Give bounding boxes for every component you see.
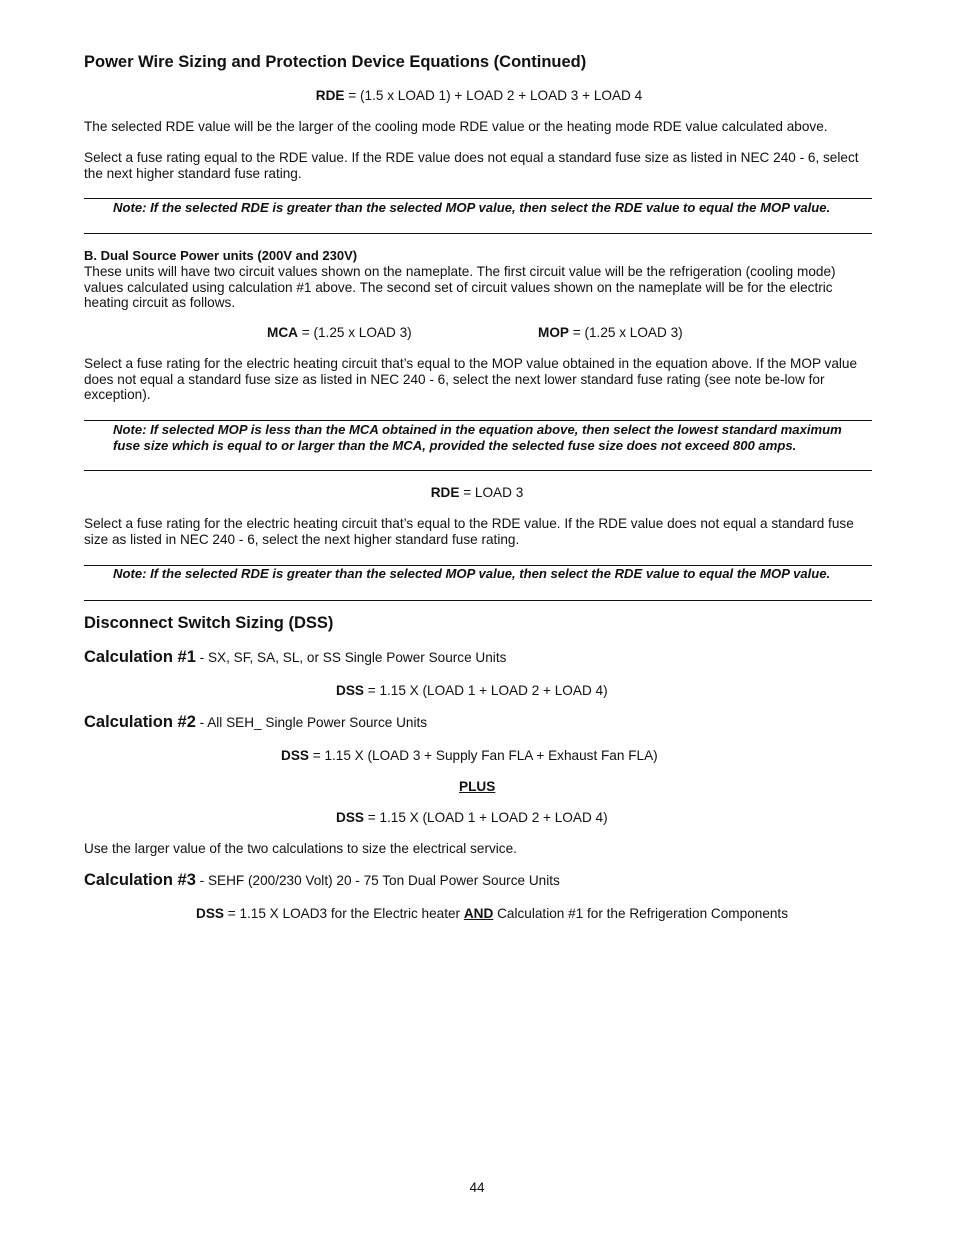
paragraph-fuse-rating-3: Select a fuse rating for the electric heating circuit that’s equal to the RDE value. If the RDE value does not equal a standard fuse size as listed in NEC 240 - 6, select the next higher standard fuse rating. [84,516,854,547]
equation-label: DSS [196,906,224,921]
equation-formula-part-b: Calculation #1 for the Refrigeration Components [493,906,789,921]
equation-formula: = 1.15 X (LOAD 1 + LOAD 2 + LOAD 4) [363,810,608,825]
paragraph-fuse-rating-1: Select a fuse rating equal to the RDE value. If the RDE value does not equal a standard fuse size as listed in NEC 240 - 6, select the next higher standard fuse rating. [84,150,859,181]
equation-label: RDE [430,485,460,500]
equation-label: DSS [336,810,364,825]
page-heading: Power Wire Sizing and Protection Device Equations (Continued) [84,53,587,71]
calculation-2-heading [84,713,427,732]
equation-label: MOP [538,325,569,340]
note-top-rule [84,198,872,199]
equation-label: RDE [315,88,345,103]
equation-dss-3 [336,810,608,825]
equation-rde-1 [0,88,954,103]
equation-formula: = 1.15 X (LOAD 1 + LOAD 2 + LOAD 4) [363,683,608,698]
equation-formula: = (1.25 x LOAD 3) [297,325,412,340]
equation-dss-2 [281,748,658,763]
equation-label: DSS [281,748,309,763]
page-number: 44 [469,1180,485,1195]
note-mop-mca: Note: If selected MOP is less than the MCA obtained in the equation above, then select the lowest standard maximum fuse size which is equal to or larger than the MCA, provided the selected fuse size does not exceed 800 amps. [113,422,842,453]
note-top-rule [84,420,872,421]
note-bottom-rule [84,233,872,234]
equation-rde-2 [0,485,954,500]
calculation-title: Calculation #2 [84,713,196,731]
note-rde-mop-2: Note: If the selected RDE is greater than the selected MOP value, then select the RDE value to equal the MOP value. [113,566,831,581]
calculation-3-heading [84,871,560,890]
equation-label: MCA [267,325,298,340]
section-b-paragraph: These units will have two circuit values shown on the nameplate. The first circuit value will be the refrigeration (cooling mode) values calculated using calculation #1 above. The second set of circuit values shown on the nameplate will be for the electric heating circuit as follows. [84,264,836,311]
paragraph-rde-select: The selected RDE value will be the larger of the cooling mode RDE value or the heating mode RDE value calculated above. [84,119,828,134]
equation-formula: = (1.5 x LOAD 1) + LOAD 2 + LOAD 3 + LOAD 4 [344,88,643,103]
equation-formula: = (1.25 x LOAD 3) [568,325,683,340]
dss-heading: Disconnect Switch Sizing (DSS) [84,614,334,632]
paragraph-larger-value: Use the larger value of the two calculations to size the electrical service. [84,841,517,856]
equation-dss-4 [196,906,788,921]
equation-formula: = LOAD 3 [459,485,524,500]
plus-label: PLUS [459,779,496,794]
note-rde-mop-1: Note: If the selected RDE is greater than the selected MOP value, then select the RDE value to equal the MOP value. [113,200,831,215]
calculation-1-heading [84,648,506,667]
note-bottom-rule [84,470,872,471]
paragraph-fuse-rating-2: Select a fuse rating for the electric heating circuit that’s equal to the MOP value obtained in the equation above. If the MOP value does not equal a standard fuse size as listed in NEC 240 - 6, select the next lower standard fuse rating (see note be-low for exception). [84,356,858,403]
calculation-subtitle: - All SEH_ Single Power Source Units [195,715,428,730]
section-b-title: B. Dual Source Power units (200V and 230V) [84,248,358,263]
equation-mop [538,325,683,340]
calculation-subtitle: - SEHF (200/230 Volt) 20 - 75 Ton Dual Power Source Units [195,873,560,888]
equation-formula: = 1.15 X (LOAD 3 + Supply Fan FLA + Exhaust Fan FLA) [308,748,658,763]
calculation-subtitle: - SX, SF, SA, SL, or SS Single Power Source Units [195,650,507,665]
and-label: AND [463,906,494,921]
calculation-title: Calculation #3 [84,871,196,889]
note-bottom-rule [84,600,872,601]
calculation-title: Calculation #1 [84,648,196,666]
equation-formula-part-a: = 1.15 X LOAD3 for the Electric heater [223,906,464,921]
equation-dss-1 [336,683,608,698]
equation-label: DSS [336,683,364,698]
equation-mca [267,325,412,340]
